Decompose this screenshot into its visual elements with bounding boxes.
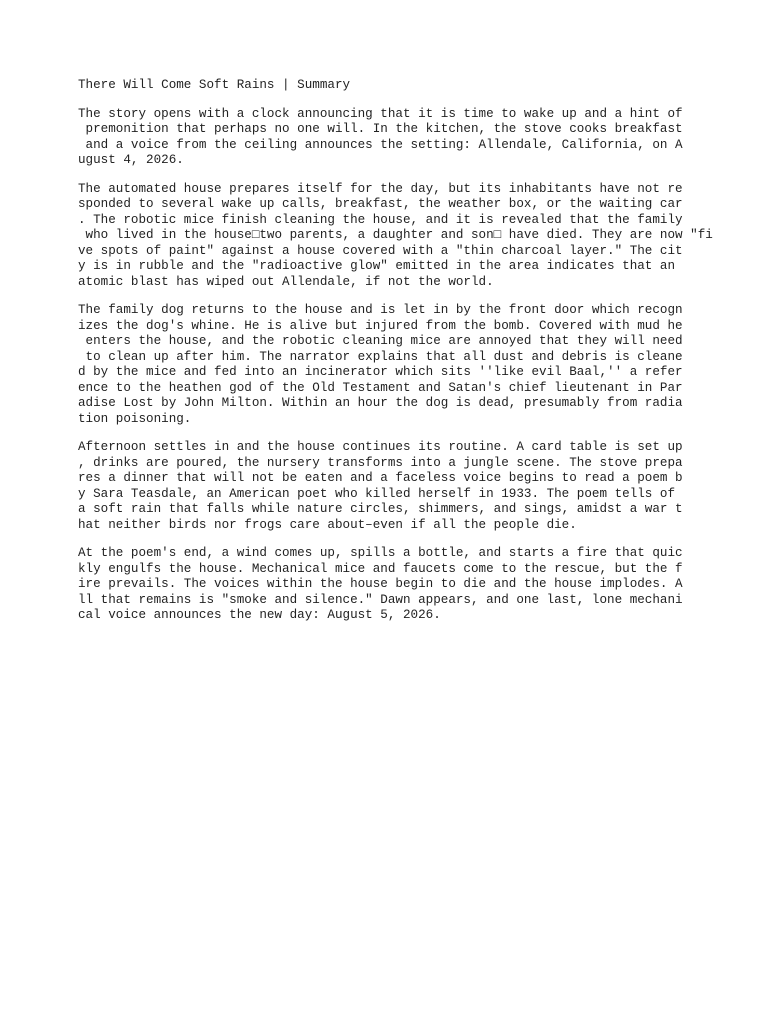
paragraph-line: y Sara Teasdale, an American poet who killed herself in 1933. The poem tells of [78, 486, 676, 501]
paragraph-line: . The robotic mice finish cleaning the house, and it is revealed that the family [78, 212, 683, 227]
paragraph-line: ire prevails. The voices within the house begin to die and the house implodes. A [78, 577, 683, 591]
paragraph-poem-end [78, 546, 718, 624]
paragraph-wake-up [78, 107, 718, 169]
paragraph-line: to clean up after him. The narrator explains that all dust and debris is cleane [78, 349, 683, 364]
paragraph-line: ence to the heathen god of the Old Testament and Satan's chief lieutenant in Par [78, 380, 683, 395]
paragraph-line: The automated house prepares itself for the day, but its inhabitants have not re [78, 181, 683, 196]
paragraph-line: atomic blast has wiped out Allendale, if not the world. [78, 274, 494, 289]
paragraph-line: ve spots of paint" against a house covered with a "thin charcoal layer." The cit [78, 243, 683, 258]
paragraph-line: res a dinner that will not be eaten and a faceless voice begins to read a poem b [78, 471, 683, 485]
paragraph-line: y is in rubble and the "radioactive glow" emitted in the area indicates that an [78, 259, 676, 273]
paragraph-line: At the poem's end, a wind comes up, spills a bottle, and starts a fire that quic [78, 546, 683, 560]
paragraph-afternoon [78, 440, 718, 533]
paragraph-line: , drinks are poured, the nursery transforms into a jungle scene. The stove prepa [78, 455, 683, 470]
paragraph-line: The family dog returns to the house and is let in by the front door which recogn [78, 303, 683, 317]
paragraph-line: sponded to several wake up calls, breakfast, the weather box, or the waiting car [78, 197, 683, 211]
paragraph-line: d by the mice and fed into an incinerator which sits ''like evil Baal,'' a refer [78, 365, 683, 379]
paragraph-line: and a voice from the ceiling announces the setting: Allendale, California, on A [78, 137, 683, 152]
paragraph-line: The story opens with a clock announcing that it is time to wake up and a hint of [78, 106, 683, 121]
paragraph-line: who lived in the house□two parents, a daughter and son□ have died. They are now "fi [78, 228, 713, 242]
paragraph-line: izes the dog's whine. He is alive but injured from the bomb. Covered with mud he [78, 318, 683, 333]
paragraph-line: enters the house, and the robotic cleaning mice are annoyed that they will need [78, 334, 683, 348]
paragraph-line: hat neither birds nor frogs care about–even if all the people die. [78, 517, 577, 532]
document-title: There Will Come Soft Rains | Summary [78, 78, 351, 92]
paragraph-line: ll that remains is "smoke and silence." Dawn appears, and one last, lone mechani [78, 592, 683, 607]
paragraph-family-dog [78, 303, 718, 427]
document-page [78, 78, 718, 624]
paragraph-line: kly engulfs the house. Mechanical mice and faucets come to the rescue, but the f [78, 561, 683, 576]
paragraph-line: Afternoon settles in and the house continues its routine. A card table is set up [78, 440, 683, 454]
paragraph-line: adise Lost by John Milton. Within an hour the dog is dead, presumably from radia [78, 396, 683, 410]
paragraph-line: tion poisoning. [78, 411, 192, 426]
paragraph-line: cal voice announces the new day: August 5, 2026. [78, 608, 441, 622]
paragraph-line: premonition that perhaps no one will. In the kitchen, the stove cooks breakfast [78, 122, 683, 136]
paragraph-line: a soft rain that falls while nature circles, shimmers, and sings, amidst a war t [78, 502, 683, 516]
paragraph-automated-house [78, 182, 718, 291]
paragraph-line: ugust 4, 2026. [78, 153, 184, 167]
